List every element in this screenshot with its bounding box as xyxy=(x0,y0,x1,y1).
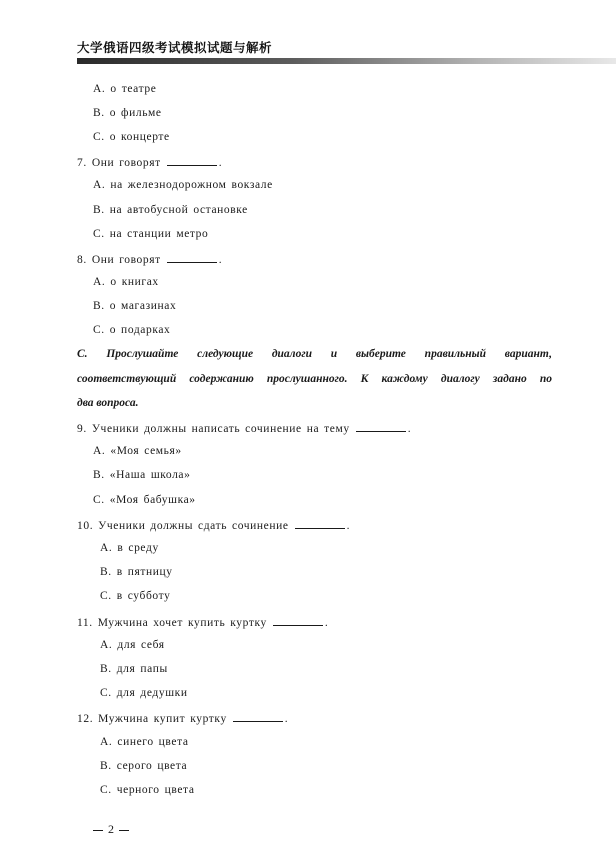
question-text: Мужчина хочет купить куртку xyxy=(97,617,267,629)
option-letter: C. xyxy=(93,494,105,506)
question-text: Они говорят xyxy=(91,254,161,266)
option-8c xyxy=(93,324,170,336)
question-number: 11. xyxy=(77,617,93,629)
option-text: для себя xyxy=(117,639,165,651)
option-text: о театре xyxy=(110,83,157,95)
answer-blank xyxy=(233,711,283,722)
footer-dash-right xyxy=(119,830,129,831)
question-end: . xyxy=(346,520,351,532)
option-letter: A. xyxy=(93,179,106,191)
section-c-instruction-line-3: два вопроса. xyxy=(77,397,139,409)
option-9c xyxy=(93,494,196,506)
option-letter: A. xyxy=(93,276,106,288)
question-text: Ученики должны сдать сочинение xyxy=(98,520,289,532)
question-12 xyxy=(77,711,288,725)
answer-blank xyxy=(273,615,323,626)
option-letter: B. xyxy=(93,204,105,216)
option-11c xyxy=(100,687,188,699)
page-header xyxy=(0,0,616,64)
page-footer xyxy=(88,822,134,837)
question-text: Мужчина купит куртку xyxy=(98,713,227,725)
option-text: о книгах xyxy=(110,276,159,288)
question-end: . xyxy=(324,617,329,629)
option-10a xyxy=(100,542,159,554)
option-text: синего цвета xyxy=(117,736,189,748)
question-number: 10. xyxy=(77,520,94,532)
option-letter: A. xyxy=(93,83,106,95)
option-letter: C. xyxy=(100,590,112,602)
option-letter: B. xyxy=(93,300,105,312)
option-text: для папы xyxy=(116,663,168,675)
question-end: . xyxy=(218,254,223,266)
header-rule xyxy=(77,58,616,64)
question-number: 12. xyxy=(77,713,94,725)
question-end: . xyxy=(284,713,289,725)
option-text: в пятницу xyxy=(116,566,173,578)
option-letter: C. xyxy=(100,784,112,796)
option-letter: A. xyxy=(100,542,113,554)
option-text: «Наша школа» xyxy=(109,469,191,481)
option-letter: C. xyxy=(93,131,105,143)
option-text: о фильме xyxy=(109,107,162,119)
option-text: «Моя бабушка» xyxy=(109,494,196,506)
option-6a xyxy=(93,83,156,95)
option-letter: B. xyxy=(100,566,112,578)
option-letter: B. xyxy=(100,663,112,675)
option-8a xyxy=(93,276,159,288)
option-letter: C. xyxy=(100,687,112,699)
option-9a xyxy=(93,445,182,457)
option-11b xyxy=(100,663,168,675)
option-10b xyxy=(100,566,173,578)
option-10c xyxy=(100,590,170,602)
option-text: для дедушки xyxy=(116,687,188,699)
option-text: в среду xyxy=(117,542,159,554)
option-text: о подарках xyxy=(109,324,171,336)
answer-blank xyxy=(167,252,217,263)
option-letter: B. xyxy=(100,760,112,772)
question-text: Ученики должны написать сочинение на тему xyxy=(91,423,350,435)
answer-blank xyxy=(356,421,406,432)
question-11 xyxy=(77,615,328,629)
answer-blank xyxy=(295,518,345,529)
option-7a xyxy=(93,179,273,191)
option-12a xyxy=(100,736,189,748)
answer-blank xyxy=(167,155,217,166)
option-letter: A. xyxy=(93,445,106,457)
option-text: о магазинах xyxy=(109,300,177,312)
question-number: 7. xyxy=(77,157,87,169)
footer-dash-left xyxy=(93,830,103,831)
option-text: серого цвета xyxy=(116,760,188,772)
option-text: о концерте xyxy=(109,131,170,143)
question-end: . xyxy=(407,423,412,435)
option-letter: C. xyxy=(93,228,105,240)
question-end: . xyxy=(218,157,223,169)
question-number: 9. xyxy=(77,423,87,435)
option-letter: C. xyxy=(93,324,105,336)
option-7c xyxy=(93,228,208,240)
page-number: 2 xyxy=(108,822,114,836)
question-number: 8. xyxy=(77,254,87,266)
option-12c xyxy=(100,784,195,796)
option-9b xyxy=(93,469,190,481)
option-6c xyxy=(93,131,170,143)
option-12b xyxy=(100,760,187,772)
question-8 xyxy=(77,252,222,266)
option-11a xyxy=(100,639,165,651)
option-letter: B. xyxy=(93,469,105,481)
option-letter: A. xyxy=(100,736,113,748)
option-7b xyxy=(93,204,248,216)
option-6b xyxy=(93,107,162,119)
option-text: на автобусной остановке xyxy=(109,204,248,216)
section-c-instruction-line-1: C. Прослушайте следующие диалоги и выберите правильный вариант, xyxy=(77,348,552,360)
option-letter: B. xyxy=(93,107,105,119)
option-text: на железнодорожном вокзале xyxy=(110,179,273,191)
question-10 xyxy=(77,518,350,532)
question-7 xyxy=(77,155,222,169)
option-letter: A. xyxy=(100,639,113,651)
option-text: черного цвета xyxy=(116,784,195,796)
option-text: на станции метро xyxy=(109,228,209,240)
option-text: в субботу xyxy=(116,590,171,602)
option-text: «Моя семья» xyxy=(110,445,182,457)
question-text: Они говорят xyxy=(91,157,161,169)
section-c-instruction-line-2: соответствующий содержанию прослушанного. К каждому диалогу задано по xyxy=(77,373,552,385)
option-8b xyxy=(93,300,176,312)
book-title: 大学俄语四级考试模拟试题与解析 xyxy=(77,40,273,55)
question-9 xyxy=(77,421,411,435)
